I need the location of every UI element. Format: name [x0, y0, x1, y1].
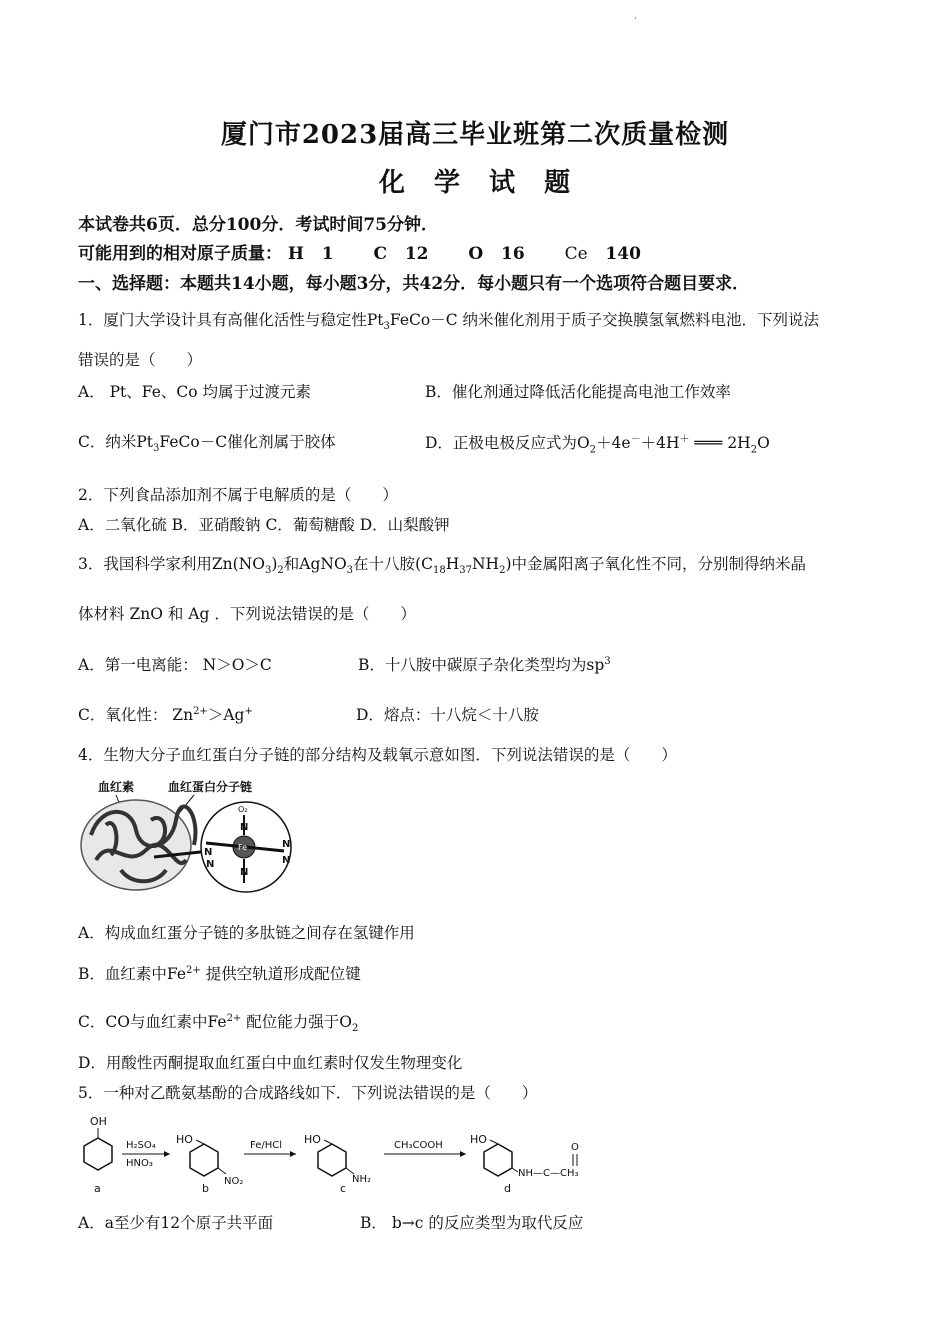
q5-b-prefix: B． — [360, 1214, 387, 1232]
synthesis-route-figure — [78, 1110, 618, 1200]
q3-c2: 和 — [167, 605, 184, 623]
q3-stem-c: 体材料 ZnO 和 Ag ．下列说法错误的是（ ） — [78, 605, 416, 623]
fig-n: N — [206, 859, 215, 870]
atomic-el: C — [373, 244, 388, 264]
label-b: b — [202, 1182, 209, 1195]
compound-d — [470, 1133, 579, 1195]
section-heading: 一、选择题：本题共14小题，每小题3分，共42分．每小题只有一个选项符合题目要求． — [78, 274, 750, 294]
q1-a-prefix: A． — [78, 383, 105, 401]
q4-option-d: D．用酸性丙酮提取血红蛋白中血红素时仅发生物理变化 — [78, 1054, 463, 1072]
q1-stem-c: 错误的是（ ） — [78, 351, 203, 369]
page-title: 厦门市2023届高三毕业班第二次质量检测 — [220, 120, 730, 150]
q4-option-b: B．血红素中$Fe^{2+}$ 提供空轨道形成配位键 — [78, 964, 361, 983]
q1-option-a: A． Pt、Fe、Co 均属于过渡元素 — [78, 383, 312, 401]
reagent-h2so4: H₂SO₄ — [126, 1140, 156, 1151]
label-d: d — [504, 1182, 511, 1195]
d-amide: NH—C—CH₃ — [518, 1168, 579, 1179]
q3-stem-and: 和 — [283, 555, 300, 573]
q3-stem-a: 3．我国科学家利用 — [78, 555, 212, 573]
top-dot: · — [634, 14, 637, 24]
compound-a — [84, 1115, 112, 1195]
fig-label-heme: 血红素 — [98, 780, 135, 794]
q1-option-d: D．正极电极反应式为$O_2+4e^-+4H^+$ ═══ $2H_2O$ — [425, 434, 770, 456]
c-nh2: NH₂ — [352, 1174, 372, 1185]
q1-a-text: 均属于过渡元素 — [202, 383, 312, 401]
q4-c-mid: 与血红素中 — [129, 1013, 208, 1031]
q1-option-b: B．催化剂通过降低活化能提高电池工作效率 — [425, 383, 731, 401]
b-ho: HO — [176, 1133, 193, 1146]
fig-n: N — [282, 839, 291, 850]
protein-chain-icon — [81, 800, 195, 890]
q3-option-b: B．十八胺中碳原子杂化类型均为$sp^3$ — [358, 655, 611, 674]
atomic-mass: 1 — [321, 244, 334, 264]
q1-d-prefix: D．正极电极反应式为 — [425, 434, 577, 453]
a-oh: OH — [90, 1115, 107, 1128]
compound-b — [176, 1133, 243, 1195]
fig-fe: Fe — [238, 843, 248, 852]
q5-stem: 5．一种对乙酰氨基酚的合成路线如下．下列说法错误的是（ ） — [78, 1084, 538, 1102]
q3-b-prefix: B．十八胺中碳原子杂化类型均为 — [358, 656, 587, 674]
q5-b-suffix: 的反应类型为取代反应 — [428, 1214, 584, 1232]
atomic-mass-line — [78, 239, 641, 264]
atomic-mass: 12 — [404, 244, 429, 264]
q1-stem: 1．厦门大学设计具有高催化活性与稳定性$Pt_3FeCo-C$ 纳米催化剂用于质子交换膜氢氧燃料电池．下列说法 — [78, 311, 819, 333]
atomic-mass: 140 — [605, 244, 641, 264]
q3-option-c: C．氧化性： $Zn^{2+}>Ag^+$ — [78, 705, 253, 724]
q1-c-prefix: C．纳米 — [78, 433, 137, 451]
atomic-el: Ce — [564, 244, 588, 264]
q1-stem-b: 纳米催化剂用于质子交换膜氢氧燃料电池．下列说法 — [462, 311, 819, 329]
q1-stem-a: 1．厦门大学设计具有高催化活性与稳定性 — [78, 311, 367, 329]
q4-c-suffix: 配位能力强于 — [246, 1013, 340, 1031]
atomic-label: 可能用到的相对原子质量： — [78, 244, 282, 264]
q2-stem: 2．下列食品添加剂不属于电解质的是（ ） — [78, 486, 398, 504]
q4-option-c: C．CO与血红素中$Fe^{2+}$ 配位能力强于$O_2$ — [78, 1012, 359, 1035]
compound-c — [304, 1133, 371, 1195]
fig-n: N — [240, 822, 249, 833]
label-c: c — [340, 1182, 347, 1195]
q3-a-prefix: A．第一电离能： — [78, 656, 198, 674]
q3-c-prefix: C．氧化性： — [78, 706, 168, 724]
q4-option-a: A．构成血红蛋分子链的多肽链之间存在氢键作用 — [78, 924, 415, 942]
page-subtitle: 化 学 试 题 — [378, 168, 572, 198]
fig-label-chain: 血红蛋白分子链 — [168, 780, 253, 794]
q3-option-a: A．第一电离能： N＞O＞C — [78, 656, 272, 674]
q1-option-c: C．纳米$Pt_3FeCo-C$催化剂属于胶体 — [78, 433, 336, 455]
d-amide-o: O — [571, 1142, 579, 1153]
fig-n: N — [240, 867, 249, 878]
q3-c1: 体材料 — [78, 605, 125, 623]
q4-c-prefix: C． — [78, 1013, 106, 1031]
q2-options: A．二氧化硫 B．亚硝酸钠 C．葡萄糖酸 D．山梨酸钾 — [78, 516, 450, 534]
atomic-el: H — [287, 244, 304, 264]
q5-option-b: B． b→c 的反应类型为取代反应 — [360, 1214, 584, 1232]
reagent-ch3cooh: CH₃COOH — [394, 1140, 443, 1151]
c-ho: HO — [304, 1133, 321, 1146]
q5-option-a: A．a至少有12个原子共平面 — [78, 1214, 274, 1232]
d-ho: HO — [470, 1133, 487, 1146]
q4-b-prefix: B．血红素中 — [78, 965, 167, 983]
atomic-mass: 16 — [500, 244, 525, 264]
q3-stem-b: 中金属阳离子氧化性不同，分别制得纳米晶 — [511, 555, 807, 573]
q4-stem: 4．生物大分子血红蛋白分子链的部分结构及载氧示意如图．下列说法错误的是（ ） — [78, 746, 677, 764]
atomic-el: O — [468, 244, 484, 264]
q3-c3: ．下列说法错误的是（ ） — [214, 605, 416, 623]
reagent-fe-hcl: Fe/HCl — [250, 1140, 283, 1151]
fig-n: N — [204, 847, 213, 858]
q3-stem-in: 在十八胺 — [353, 555, 416, 573]
q3-stem: 3．我国科学家利用$Zn(NO_3)_2$和AgNO$_3$在十八胺$(C_{18}H_{37}NH_2)$中金属阳离子氧化性不同，分别制得纳米晶 — [78, 555, 807, 577]
fig-o2: O₂ — [238, 805, 248, 814]
b-no2: NO₂ — [224, 1176, 244, 1187]
label-a: a — [94, 1182, 101, 1195]
fig-n: N — [282, 855, 291, 866]
q4-b-suffix: 提供空轨道形成配位键 — [205, 965, 361, 983]
q3-option-d: D．熔点：十八烷＜十八胺 — [356, 706, 539, 724]
q1-c-text: 催化剂属于胶体 — [227, 433, 336, 451]
exam-info: 本试卷共6页．总分100分．考试时间75分钟． — [78, 215, 438, 235]
reagent-hno3: HNO₃ — [126, 1158, 153, 1169]
hemoglobin-figure — [76, 775, 316, 903]
